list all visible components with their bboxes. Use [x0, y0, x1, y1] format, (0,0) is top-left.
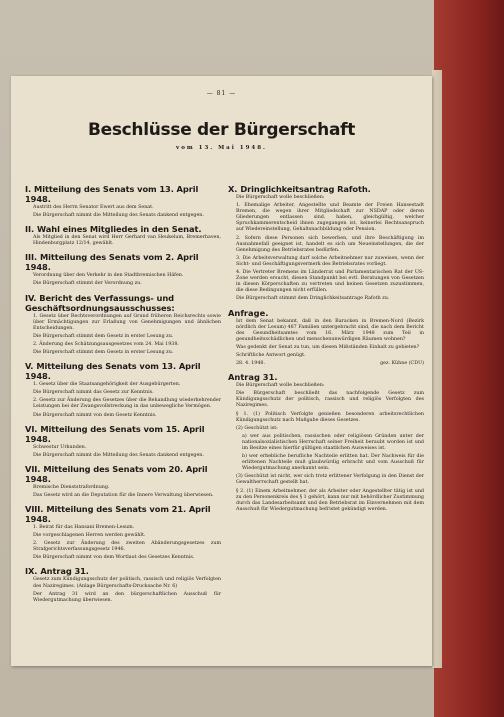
section-title: Mitteilung des Senats vom 21. April 1948.	[25, 503, 211, 524]
section-paragraph: Das Gesetz wird an die Deputation für die Innere Verwaltung überwiesen.	[33, 492, 214, 498]
section-paragraph: Als Mitglied in den Senat wird Herr Gerhard van Heukelum, Bremerhaven, Hindenburgplatz 12/14, gewählt.	[33, 235, 221, 247]
section-paragraph: Gesetz zum Kündigungsschutz der politisch, rassisch und religiös Verfolgten des Naziregimes. (Anlage Bürgerschafts-Drucksache Nr. 6)	[33, 577, 221, 589]
right-column	[228, 184, 424, 518]
section-number: X.	[228, 184, 238, 194]
section-number: VII.	[25, 463, 41, 474]
section-number: III.	[25, 252, 38, 263]
section-heading	[25, 293, 221, 313]
antrag31-paragraph: (3) Geschützt ist nicht, wer sich trotz erlittener Verfolgung in den Dienst der Gewaltherrschaft gestellt hat.	[236, 474, 424, 486]
resolution-section	[25, 224, 221, 247]
section-paragraph: 2. Änderung des Schätzungsausgesetzes vom 24. Mai 1938.	[33, 341, 179, 347]
antrag31-heading: Antrag 31.	[228, 372, 278, 383]
section-paragraph: 4. Die Vertreter Bremens im Länderrat und Parlamentarischen Rat der US-Zone werden ersucht, diesen Standpunkt bei evtl. Beratungen von Gesetzen in diesen Körperschaften zu vertreten und keinen Gesetzen zuzustimmen, die diese Bedingungen nicht erfüllen.	[236, 270, 424, 294]
section-paragraph: 1. Gesetz über die Staatsangehörigkeit der Ausgebürgerten.	[33, 382, 181, 388]
section-paragraph: Die Bürgerschaft nimmt die Mitteilung des Senats dankend entgegen.	[33, 213, 204, 219]
resolution-section	[25, 361, 221, 418]
section-paragraph: 3. Die Arbeitsverwaltung darf solche Arbeitnehmer nur zuweisen, wenn der Sicht- und Geschäftigungsvermerk des Betriebsrates vorliegt.	[236, 255, 424, 267]
section-paragraph: Schwestur Urkunden.	[33, 444, 87, 450]
section-heading	[25, 566, 221, 576]
section-heading	[25, 504, 221, 524]
section-paragraph: Die Bürgerschaft stimmt der Verordnung zu.	[33, 281, 142, 287]
anfrage-signature	[236, 361, 424, 367]
section-paragraph: Der Antrag 31 wird an den bürgerschaftlichen Ausschuß für Wiedergutmachung überwiesen.	[33, 591, 221, 603]
page-subtitle: vom 13. Mai 1948.	[176, 145, 267, 151]
section-paragraph: Die Bürgerschaft nimmt von dem Gesetz Kenntnis.	[33, 412, 157, 418]
antrag31-paragraph: (2) Geschützt ist:	[236, 425, 278, 431]
left-column	[25, 184, 221, 609]
section-title: Dringlichkeitsantrag Rafoth.	[240, 184, 371, 194]
section-heading	[25, 224, 221, 234]
section-heading	[25, 424, 221, 444]
section-title: Mitteilung des Senats vom 20. April 1948.	[25, 463, 208, 484]
section-paragraph: Die Bürgerschaft stimmt dem Gesetz in erster Lesung zu.	[33, 350, 174, 356]
section-paragraph: Verordnung über den Verkehr in den Stadtbremischen Häfen.	[33, 273, 184, 279]
resolution-section	[25, 184, 221, 219]
antrag31-paragraph: § 2. (1) Einem Arbeitnehmer, der als Arbeiter oder Angestellter tätig ist und zu den Personenkreis des § 1 gehört, kann nur mit behördlicher Zustimmung durch das Landesarbeitsamt und den Betriebsrat im Einvernehmen mit dem Ausschuß für Wiedergutmachung befristet gekündigt werden.	[236, 488, 424, 512]
page-title: Beschlüsse der Bürgerschaft	[87, 120, 356, 140]
section-paragraph: 1. Beirat für das Hansani Bremen-Lesum.	[33, 524, 135, 530]
section-heading	[25, 361, 221, 381]
section-number: IV.	[25, 292, 37, 303]
anfrage-section	[228, 308, 424, 368]
section-paragraph: Austritt des Herrn Senator Ewert aus dem Senat.	[33, 205, 154, 210]
page-edge	[432, 70, 442, 668]
section-paragraph: Die Bürgerschaft nimmt von dem Wortlaut des Gesetzes Kenntnis.	[33, 555, 195, 561]
section-title: Mitteilung des Senats vom 15. April 1948.	[25, 423, 205, 444]
page-number: — 81 —	[206, 90, 237, 97]
resolution-section	[25, 504, 221, 561]
resolution-section	[25, 464, 221, 499]
antrag31-section	[228, 372, 424, 513]
anfrage-heading: Anfrage.	[228, 307, 269, 318]
resolution-section	[25, 252, 221, 287]
section-paragraph: 1. Gesetz über Rechtsverordnungen auf Grund früheren Reichsrechts sowie über Ermächtigungen zur Erlaßung von Genehmigungen und ähnlichen Entscheidungen.	[33, 313, 221, 331]
section-paragraph: Bremische Dienststrafordnung.	[33, 484, 110, 490]
antrag31-paragraph: Die Bürgerschaft beschließt das nachfolgende Gesetz zum Kündigungsschutz der politisch, rassisch und religiös Verfolgten des Naziregimes.	[236, 391, 424, 409]
section-heading	[25, 464, 221, 484]
section-paragraph: 1. Ehemalige Arbeiter, Angestellte und Beamte der Freien Hansestadt Bremen, die wegen ihrer Mitgliedschaft zur NSDAP oder deren Gliederungen entlassen sind, haben, gleichgültig, welcher Spruchkammerentscheid ihnen zugegangen ist, keinerlei Rechtsanspruch auf Wiedereinstellung, Gehaltsnachbildung oder Pension.	[236, 203, 424, 233]
anfrage-paragraph: Ist dem Senat bekannt, daß in den Baracken in Bremen-Nord (Bezirk nördlich der Lesum) 487 Familien untergebracht sind, die nach dem Bericht des Gesundheitsamtes vom 16. März 1948 zum Teil in gesundheitsschädlichen und menschenunwürdigen Räumen wohnen?	[236, 318, 424, 342]
section-number: I.	[25, 184, 32, 194]
antrag31-paragraph: § 1. (1) Politisch Verfolgte genießen besonderen arbeitsrechtlichen Kündigungsschutz nach Maßgabe dieses Gesetzes.	[236, 411, 424, 423]
section-paragraph: 2. Gesetz zur Änderung des Gesetzes über die Behandlung wiederkehrender Leistungen bei der Zwangsvollstreckung in das unbewegliche Vermögen.	[33, 398, 221, 410]
section-number: VIII.	[25, 503, 44, 514]
document-page	[11, 76, 432, 666]
section-heading	[25, 252, 221, 272]
section-title: Antrag 31.	[40, 566, 89, 577]
section-paragraph: Die Bürgerschaft nimmt die Mitteilung des Senats dankend entgegen.	[33, 452, 204, 458]
section-paragraph: 2. Gesetz zur Änderung des zweiten Abänderungsgesetzes zum Strafgerichtsverfassungsgesetz 1946.	[33, 541, 221, 553]
section-title: Bericht des Verfassungs- und Geschäftsordnungsausschusses:	[25, 292, 175, 313]
section-title: Wahl eines Mitgliedes in den Senat.	[37, 224, 202, 235]
section-paragraph: Die Bürgerschaft stimmt dem Dringlichkeitsantrage Rafoth zu.	[236, 296, 390, 302]
resolution-section	[25, 293, 221, 357]
section-title: Mitteilung des Senats vom 2. April 1948.	[25, 252, 199, 273]
section-number: V.	[25, 361, 34, 372]
section-paragraph: Die vorgeschlagenen Herren werden gewählt.	[33, 533, 146, 539]
section-number: VI.	[25, 423, 38, 434]
section-heading	[228, 184, 424, 194]
resolution-section	[25, 566, 221, 603]
section-heading	[25, 184, 221, 204]
section-number: IX.	[25, 566, 38, 577]
anfrage-paragraph: Was gedenkt der Senat zu tun, um diesen Mißständen Einhalt zu gebieten?	[236, 344, 420, 350]
resolution-section	[25, 424, 221, 459]
section-paragraph: 2. Sofern diese Personen sich bewerben, und ihre Beschäftigung im Ausnahmefall geeignet ist, handelt es sich um Neueinstellungen, die der Genehmigung des Betriebsrates bedürfen.	[236, 235, 424, 253]
section-paragraph: Die Bürgerschaft wolle beschließen:	[236, 195, 325, 200]
section-number: II.	[25, 224, 35, 235]
anfrage-paragraph: Schriftliche Antwort genügt.	[236, 352, 306, 358]
antrag31-paragraph: Die Bürgerschaft wolle beschließen:	[236, 383, 325, 389]
antrag31-paragraph: b) wer erhebliche berufliche Nachteile erlitten hat. Der Nachweis für die erlittenen Nachteile muß glaubwürdig erbracht und vom Ausschuß für Wiedergutmachung anerkannt sein.	[242, 454, 424, 472]
antrag31-paragraph: a) wer aus politischen, rassischen oder religiösen Gründen unter der nationalsozialistischen Herrschaft seiner Freiheit beraubt worden ist und im Besitze eines hierfür gültigen staatlichen Ausweises ist.	[242, 433, 424, 451]
signature-date: 28. 4. 1948.	[236, 361, 265, 367]
signature-name: gez. Kühne (CDU)	[380, 361, 424, 367]
book-spine	[434, 0, 504, 717]
resolution-section	[228, 184, 424, 303]
section-paragraph: Die Bürgerschaft nimmt das Gesetz zur Kenntnis.	[33, 390, 154, 396]
section-title: Mitteilung des Senats vom 13. April 1948.	[25, 184, 199, 204]
section-title: Mitteilung des Senats vom 13. April 1948.	[25, 361, 201, 382]
section-paragraph: Die Bürgerschaft stimmt dem Gesetz in erster Lesung zu.	[33, 333, 174, 339]
